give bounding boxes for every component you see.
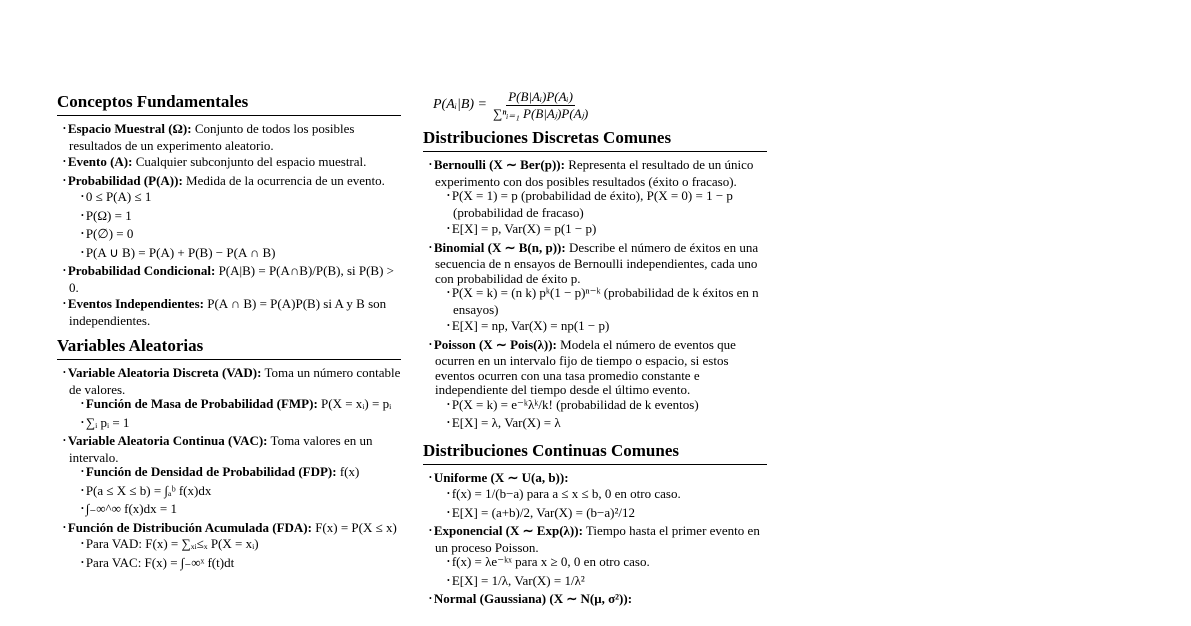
item-text: Representa el resultado de un único experimento con dos posibles resultados (éxito o fracaso). [435, 157, 754, 189]
bullet-list [435, 398, 767, 433]
list-item [447, 555, 767, 572]
list-item [447, 319, 767, 336]
section-heading: Distribuciones Continuas Comunes [423, 441, 767, 465]
list-item [63, 155, 401, 172]
item-text: E[X] = (a+b)/2, Var(X) = (b−a)²/12 [451, 504, 635, 520]
item-text: Toma un número contable de valores. [69, 365, 401, 397]
item-text: Para VAD: F(x) = ∑ₓᵢ≤ₓ P(X = xᵢ) [85, 536, 259, 551]
item-text: Toma valores en un intervalo. [69, 433, 373, 465]
item-text: P(A|B) = P(A∩B)/P(B), si P(B) > 0. [69, 263, 395, 295]
list-item [429, 592, 767, 609]
list-item [63, 297, 401, 328]
item-label: Variable Aleatoria Discreta (VAD): [67, 365, 262, 380]
list-item [81, 537, 401, 554]
item-text: P(X = 1) = p (probabilidad de éxito), P(X = 0) = 1 − p (probabilidad de fracaso) [451, 188, 733, 220]
item-label: Poisson (X ∼ Pois(λ)): [433, 336, 557, 352]
item-text: ∫₋∞^∞ f(x)dx = 1 [85, 501, 177, 516]
item-label: Normal (Gaussiana) (X ∼ N(μ, σ²)): [433, 591, 633, 606]
list-item [81, 209, 401, 226]
item-text: Cualquier subconjunto del espacio muestral. [132, 154, 367, 169]
list-item [81, 190, 401, 207]
list-item [447, 416, 767, 433]
bayes-denominator: ∑ⁿᵢ₌₁ P(B|Aⱼ)P(Aⱼ) [493, 105, 589, 121]
item-text: P(Ω) = 1 [85, 207, 132, 223]
list-item [81, 502, 401, 519]
list-item [429, 338, 767, 433]
bullet-list [57, 122, 401, 328]
bullet-list [435, 189, 767, 239]
list-item [447, 398, 767, 415]
item-text: E[X] = np, Var(X) = np(1 − p) [451, 318, 610, 333]
bayes-numerator: P(B|Aᵢ)P(Aᵢ) [508, 88, 573, 104]
list-item [81, 556, 401, 573]
list-item [81, 465, 401, 482]
item-label: Probabilidad (P(A)): [67, 172, 183, 188]
bullet-list [57, 366, 401, 572]
bayes-fraction [493, 89, 588, 122]
right-column [423, 78, 767, 617]
item-text: Para VAC: F(x) = ∫₋∞ˣ f(t)dt [85, 554, 235, 570]
section-distribuciones-discretas-comunes [423, 128, 767, 433]
bullet-list [69, 397, 401, 432]
item-text: P(a ≤ X ≤ b) = ∫ₐᵇ f(x)dx [85, 482, 212, 498]
item-label: Función de Masa de Probabilidad (FMP): [85, 396, 318, 411]
bayes-formula [423, 78, 767, 128]
item-text: E[X] = 1/λ, Var(X) = 1/λ² [451, 572, 585, 588]
item-text: P(A ∩ B) = P(A)P(B) si A y B son independientes. [69, 296, 387, 328]
item-text: 0 ≤ P(A) ≤ 1 [85, 189, 152, 204]
list-item [429, 471, 767, 523]
item-text: Conjunto de todos los posibles resultados de un experimento aleatorio. [69, 121, 355, 153]
list-item [447, 574, 767, 591]
item-label: Binomial (X ∼ B(n, p)): [433, 239, 566, 255]
section-variables-aleatorias [57, 336, 401, 572]
section-heading: Variables Aleatorias [57, 336, 401, 360]
bullet-list [435, 555, 767, 590]
item-text: f(x) = λe⁻ᵏˣ para x ≥ 0, 0 en otro caso. [451, 554, 650, 569]
item-label: Bernoulli (X ∼ Ber(p)): [433, 157, 565, 172]
left-column [57, 92, 401, 580]
bullet-list [69, 190, 401, 262]
item-text: P(∅) = 0 [85, 226, 134, 241]
item-label: Variable Aleatoria Continua (VAC): [67, 433, 268, 448]
item-text: P(A ∪ B) = P(A) + P(B) − P(A ∩ B) [85, 244, 276, 260]
list-item [81, 484, 401, 501]
list-item [81, 397, 401, 414]
list-item [63, 122, 401, 153]
item-label: Evento (A): [67, 154, 133, 169]
list-item [81, 227, 401, 244]
bullet-list [435, 286, 767, 336]
item-text: E[X] = λ, Var(X) = λ [451, 415, 561, 430]
item-text: f(x) [336, 464, 360, 479]
list-item [63, 264, 401, 295]
list-item [63, 366, 401, 432]
list-item [63, 174, 401, 263]
list-item [447, 487, 767, 504]
item-text: F(x) = P(X ≤ x) [311, 519, 397, 535]
list-item [81, 416, 401, 433]
item-text: f(x) = 1/(b−a) para a ≤ x ≤ b, 0 en otro caso. [451, 486, 681, 501]
item-text: Tiempo hasta el primer evento en un proceso Poisson. [435, 523, 760, 555]
list-item [81, 246, 401, 263]
bullet-list [423, 158, 767, 433]
section-heading: Distribuciones Discretas Comunes [423, 128, 767, 152]
item-text: P(X = k) = (n k) pᵏ(1 − p)ⁿ⁻ᵏ (probabilidad de k éxitos en n ensayos) [451, 285, 759, 317]
list-item [429, 158, 767, 239]
section-distribuciones-continuas-comunes [423, 441, 767, 609]
item-label: Probabilidad Condicional: [67, 263, 216, 278]
list-item [447, 286, 767, 317]
item-text: Describe el número de éxitos en una secuencia de n ensayos de Bernoulli independientes, cada uno con probabilidad de éxito p. [435, 239, 759, 286]
item-label: Función de Distribución Acumulada (FDA): [67, 519, 312, 535]
list-item [429, 524, 767, 590]
bullet-list [435, 487, 767, 522]
list-item [63, 521, 401, 573]
list-item [447, 222, 767, 239]
item-label: Eventos Independientes: [67, 296, 204, 311]
item-label: Uniforme (X ∼ U(a, b)): [433, 469, 569, 485]
bullet-list [69, 465, 401, 519]
section-heading: Conceptos Fundamentales [57, 92, 401, 116]
item-label: Espacio Muestral (Ω): [67, 121, 192, 136]
item-text: P(X = k) = e⁻ᵏλᵏ/k! (probabilidad de k eventos) [451, 396, 699, 412]
item-label: Función de Densidad de Probabilidad (FDP): [85, 464, 337, 479]
list-item [63, 434, 401, 519]
section-conceptos-fundamentales [57, 92, 401, 328]
item-text: Modela el número de eventos que ocurren en un intervalo fijo de tiempo o espacio, si estos eventos ocurren con una tasa promedio constante e independiente del tiempo desde el último evento. [435, 336, 736, 397]
item-text: ∑ᵢ pᵢ = 1 [85, 414, 130, 430]
item-label: Exponencial (X ∼ Exp(λ)): [433, 523, 583, 538]
list-item [447, 189, 767, 220]
list-item [429, 241, 767, 336]
bullet-list [69, 537, 401, 572]
bullet-list [423, 471, 767, 609]
bayes-lhs: P(Aᵢ|B) = [433, 97, 487, 112]
item-text: E[X] = p, Var(X) = p(1 − p) [451, 221, 597, 236]
item-text: P(X = xᵢ) = pᵢ [317, 396, 392, 411]
item-text: Medida de la ocurrencia de un evento. [182, 172, 385, 188]
list-item [447, 506, 767, 523]
